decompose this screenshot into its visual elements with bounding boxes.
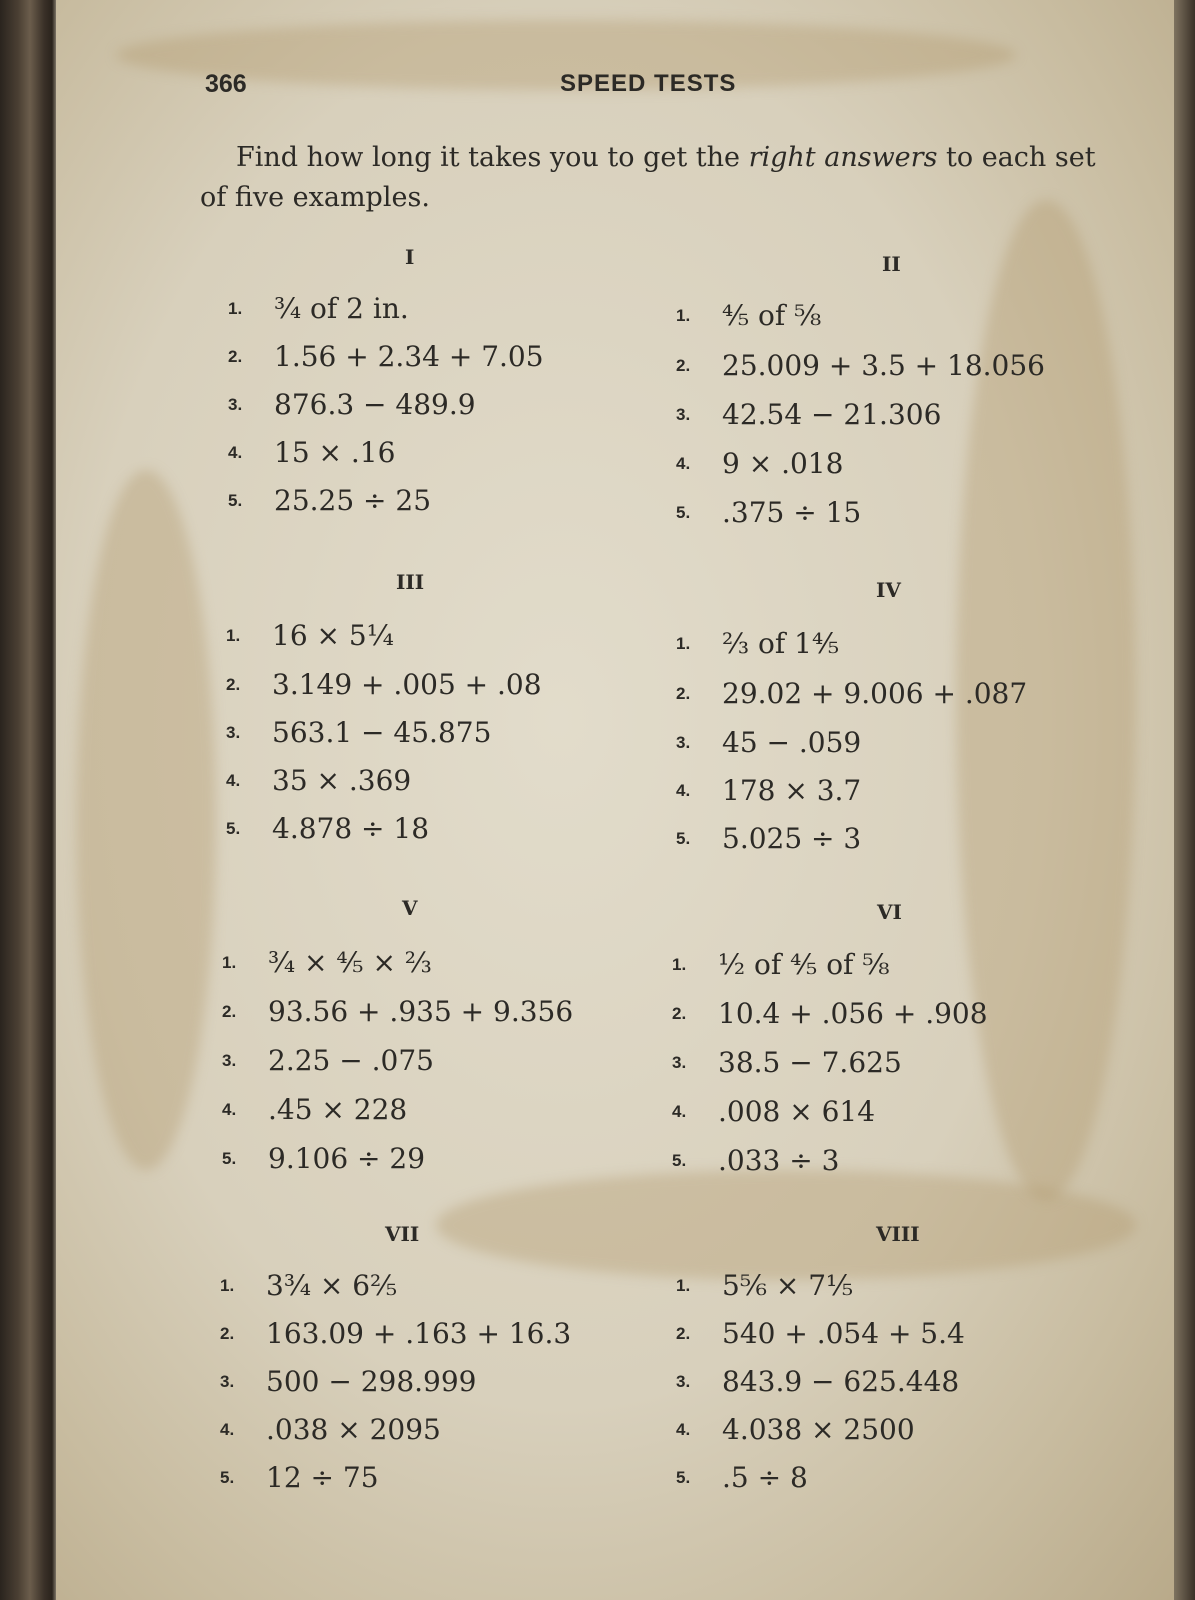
item-number: 5. [676,1467,691,1487]
exercise-row [220,1459,379,1503]
exercise-row [228,338,544,382]
item-number: 2. [220,1323,235,1343]
item-number: 2. [222,1001,237,1021]
item-expression: 178 × 3.7 [722,774,862,807]
item-number: 4. [228,442,243,462]
water-stain [76,470,216,1170]
item-number: 3. [672,1052,687,1072]
item-expression: 9 × .018 [722,447,844,480]
item-expression: 16 × 5¼ [272,619,394,652]
exercise-row [220,1315,571,1359]
exercise-row [672,1044,902,1088]
item-expression: 45 − .059 [722,726,862,759]
item-expression: ⅘ of ⅝ [722,299,822,332]
exercise-row [222,993,573,1037]
item-expression: 29.02 + 9.006 + .087 [722,677,1028,710]
item-expression: 5⅚ × 7⅕ [722,1269,854,1302]
item-number: 1. [220,1275,235,1295]
item-number: 3. [220,1371,235,1391]
exercise-row [676,772,861,816]
instructions [200,138,1110,218]
exercise-row [676,820,861,864]
exercise-row [676,1267,853,1311]
exercise-row [226,617,394,661]
item-number: 1. [222,952,237,972]
exercise-row [676,675,1027,719]
item-expression: 540 + .054 + 5.4 [722,1317,965,1350]
book-page [56,0,1174,1600]
item-number: 1. [676,305,691,325]
item-expression: 4.878 ÷ 18 [272,812,430,845]
exercise-row [222,1091,407,1135]
item-expression: 38.5 − 7.625 [718,1046,902,1079]
exercise-row [676,347,1045,391]
item-number: 4. [676,780,691,800]
item-expression: 500 − 298.999 [266,1365,477,1398]
item-expression: 1.56 + 2.34 + 7.05 [274,340,544,373]
item-expression: .5 ÷ 8 [722,1461,808,1494]
exercise-row [222,944,432,988]
item-expression: .45 × 228 [268,1093,408,1126]
item-number: 5. [220,1467,235,1487]
exercise-row [222,1140,425,1184]
item-number: 5. [226,818,241,838]
item-expression: 2.25 − .075 [268,1044,434,1077]
item-expression: 843.9 − 625.448 [722,1365,960,1398]
exercise-row [226,762,411,806]
item-number: 1. [226,625,241,645]
item-number: 4. [226,770,241,790]
item-expression: ¾ × ⅘ × ⅔ [268,946,432,979]
item-expression: 25.009 + 3.5 + 18.056 [722,349,1045,382]
item-expression: 5.025 ÷ 3 [722,822,862,855]
exercise-row [676,1459,808,1503]
exercise-row [672,946,889,990]
set-numeral: I [405,245,415,269]
item-expression: 4.038 × 2500 [722,1413,915,1446]
item-number: 1. [676,1275,691,1295]
exercise-row [672,995,988,1039]
set-numeral: II [882,252,901,276]
item-number: 3. [228,394,243,414]
exercise-row [228,290,409,334]
item-number: 3. [676,1371,691,1391]
set-numeral: V [402,896,418,920]
item-number: 1. [672,954,687,974]
exercise-row [676,1411,915,1455]
set-numeral: VI [877,900,902,924]
exercise-row [226,810,429,854]
item-number: 3. [222,1050,237,1070]
item-number: 2. [672,1003,687,1023]
item-number: 1. [228,298,243,318]
instructions-text: to each set of five examples. [200,142,1096,213]
exercise-row [228,482,431,526]
exercise-row [220,1411,441,1455]
item-number: 5. [222,1148,237,1168]
exercise-row [676,494,861,538]
exercise-row [676,724,861,768]
exercise-row [676,1315,965,1359]
item-expression: 15 × .16 [274,436,396,469]
item-number: 4. [676,453,691,473]
item-expression: .375 ÷ 15 [722,496,862,529]
instructions-text: Find how long it takes you to get the [236,142,749,173]
exercise-row [226,714,491,758]
item-expression: 35 × .369 [272,764,412,797]
item-number: 2. [676,1323,691,1343]
item-number: 5. [228,490,243,510]
item-expression: .038 × 2095 [266,1413,441,1446]
exercise-row [228,434,395,478]
item-expression: 9.106 ÷ 29 [268,1142,426,1175]
exercise-row [220,1363,477,1407]
item-number: 5. [672,1150,687,1170]
item-number: 1. [676,633,691,653]
item-expression: 3¾ × 6⅖ [266,1269,398,1302]
exercise-row [220,1267,397,1311]
item-expression: 93.56 + .935 + 9.356 [268,995,574,1028]
item-expression: 10.4 + .056 + .908 [718,997,988,1030]
instructions-emphasis: right answers [748,142,938,173]
item-number: 3. [676,732,691,752]
item-expression: .008 × 614 [718,1095,876,1128]
item-number: 2. [676,683,691,703]
item-number: 4. [220,1419,235,1439]
item-expression: ⅔ of 1⅘ [722,627,840,660]
set-numeral: VII [385,1222,420,1246]
item-expression: 25.25 ÷ 25 [274,484,432,517]
item-expression: .033 ÷ 3 [718,1144,840,1177]
exercise-row [676,445,843,489]
exercise-row [676,297,821,341]
item-expression: 42.54 − 21.306 [722,398,942,431]
exercise-row [672,1142,839,1186]
exercise-row [676,396,941,440]
item-number: 2. [228,346,243,366]
item-number: 4. [222,1099,237,1119]
item-expression: 163.09 + .163 + 16.3 [266,1317,572,1350]
item-expression: 876.3 − 489.9 [274,388,476,421]
item-number: 5. [676,828,691,848]
item-expression: 563.1 − 45.875 [272,716,492,749]
item-number: 2. [676,355,691,375]
running-head: SPEED TESTS [560,70,737,97]
exercise-row [676,1363,959,1407]
item-number: 2. [226,674,241,694]
page-number: 366 [205,70,247,98]
exercise-row [672,1093,875,1137]
item-number: 4. [672,1101,687,1121]
exercise-row [676,625,839,669]
set-numeral: III [396,570,425,594]
item-expression: 3.149 + .005 + .08 [272,668,542,701]
item-expression: 12 ÷ 75 [266,1461,379,1494]
item-number: 3. [226,722,241,742]
item-expression: ¾ of 2 in. [274,292,409,325]
set-numeral: VIII [876,1222,920,1246]
item-number: 3. [676,404,691,424]
exercise-row [222,1042,434,1086]
item-expression: ½ of ⅘ of ⅝ [718,948,890,981]
item-number: 5. [676,502,691,522]
exercise-row [226,666,542,710]
set-numeral: IV [876,578,901,602]
exercise-row [228,386,476,430]
item-number: 4. [676,1419,691,1439]
